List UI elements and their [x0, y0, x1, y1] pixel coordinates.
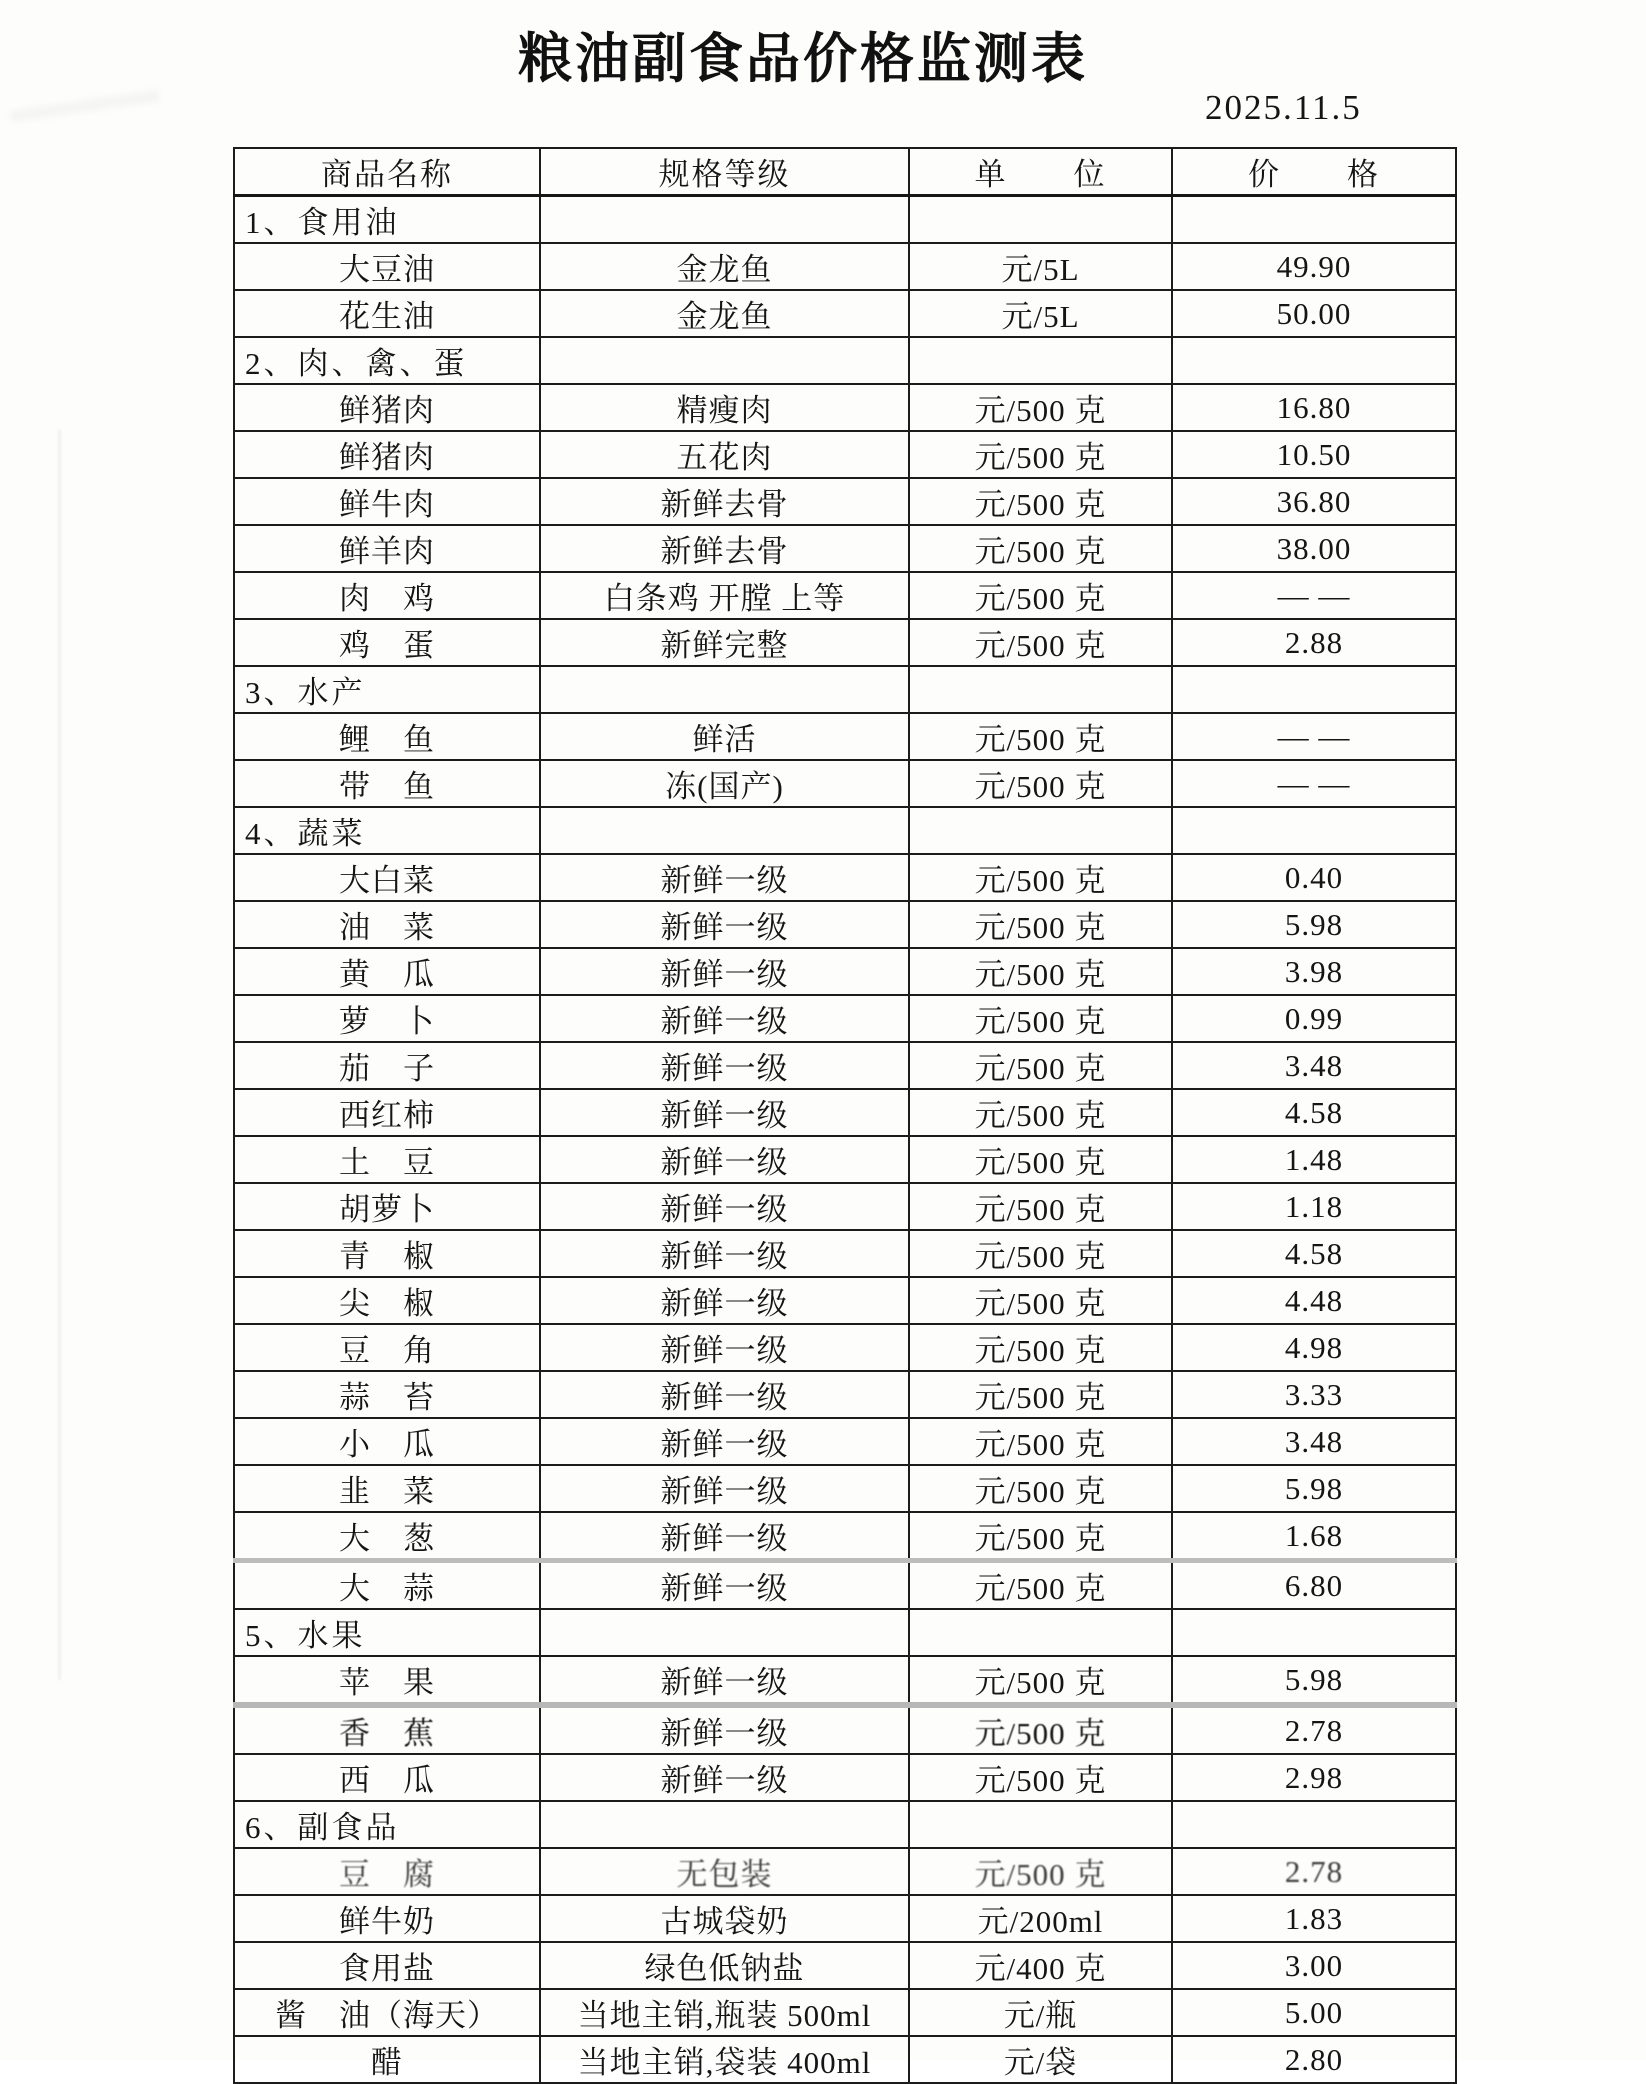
table-row [234, 1136, 1456, 1183]
unit: 元/500 克 [909, 1277, 1172, 1324]
price: 1.48 [1172, 1136, 1456, 1183]
product-name: 土 豆 [234, 1136, 540, 1183]
spec-grade: 古城袋奶 [540, 1895, 909, 1942]
unit: 元/500 克 [909, 1418, 1172, 1465]
price: 0.40 [1172, 854, 1456, 901]
section-row [234, 1609, 1456, 1656]
section-label: 3、水产 [234, 666, 540, 713]
spec-grade: 新鲜一级 [540, 1561, 909, 1610]
price: 5.98 [1172, 1465, 1456, 1512]
price: 3.00 [1172, 1942, 1456, 1989]
section-label: 1、食用油 [234, 196, 540, 244]
spec-grade: 新鲜一级 [540, 1230, 909, 1277]
unit: 元/5L [909, 243, 1172, 290]
empty-cell [909, 196, 1172, 244]
price: — — [1172, 572, 1456, 619]
table-row [234, 1324, 1456, 1371]
product-name: 肉 鸡 [234, 572, 540, 619]
spec-grade: 绿色低钠盐 [540, 1942, 909, 1989]
spec-grade: 新鲜完整 [540, 619, 909, 666]
unit: 元/500 克 [909, 431, 1172, 478]
price: — — [1172, 713, 1456, 760]
spec-grade: 金龙鱼 [540, 243, 909, 290]
section-label: 4、蔬菜 [234, 807, 540, 854]
product-name: 鲜牛奶 [234, 1895, 540, 1942]
spec-grade: 当地主销,瓶装 500ml [540, 1989, 909, 2036]
price: 5.98 [1172, 1656, 1456, 1705]
section-row [234, 666, 1456, 713]
table-row [234, 1042, 1456, 1089]
table-row [234, 384, 1456, 431]
product-name: 带 鱼 [234, 760, 540, 807]
spec-grade: 新鲜一级 [540, 1136, 909, 1183]
price: 2.80 [1172, 2036, 1456, 2083]
spec-grade: 新鲜一级 [540, 1418, 909, 1465]
price: 3.48 [1172, 1418, 1456, 1465]
empty-cell [540, 1801, 909, 1848]
product-name: 青 椒 [234, 1230, 540, 1277]
product-name: 胡萝卜 [234, 1183, 540, 1230]
section-label: 2、肉、禽、蛋 [234, 337, 540, 384]
col-header-price: 价 格 [1172, 148, 1456, 196]
empty-cell [909, 337, 1172, 384]
unit: 元/500 克 [909, 901, 1172, 948]
table-row [234, 1895, 1456, 1942]
price: 36.80 [1172, 478, 1456, 525]
product-name: 鸡 蛋 [234, 619, 540, 666]
spec-grade: 新鲜一级 [540, 854, 909, 901]
product-name: 鲜羊肉 [234, 525, 540, 572]
price: 2.78 [1172, 1848, 1456, 1895]
spec-grade: 新鲜去骨 [540, 478, 909, 525]
table-row [234, 572, 1456, 619]
product-name: 鲜牛肉 [234, 478, 540, 525]
spec-grade: 新鲜一级 [540, 1656, 909, 1705]
table-row [234, 1848, 1456, 1895]
product-name: 韭 菜 [234, 1465, 540, 1512]
col-header-product-name: 商品名称 [234, 148, 540, 196]
unit: 元/500 克 [909, 1042, 1172, 1089]
unit: 元/500 克 [909, 1656, 1172, 1705]
spec-grade: 新鲜一级 [540, 1042, 909, 1089]
spec-grade: 无包装 [540, 1848, 909, 1895]
empty-cell [909, 1801, 1172, 1848]
price: 10.50 [1172, 431, 1456, 478]
spec-grade: 鲜活 [540, 713, 909, 760]
spec-grade: 新鲜一级 [540, 1754, 909, 1801]
unit: 元/500 克 [909, 478, 1172, 525]
unit: 元/500 克 [909, 572, 1172, 619]
price: 50.00 [1172, 290, 1456, 337]
table-row [234, 243, 1456, 290]
spec-grade: 新鲜一级 [540, 1465, 909, 1512]
page-title: 粮油副食品价格监测表 [518, 29, 1088, 89]
unit: 元/500 克 [909, 1230, 1172, 1277]
product-name: 大豆油 [234, 243, 540, 290]
product-name: 大 葱 [234, 1512, 540, 1561]
price: — — [1172, 760, 1456, 807]
scan-artifact [58, 430, 61, 1680]
table-row [234, 1277, 1456, 1324]
table-row [234, 1561, 1456, 1610]
table-row [234, 431, 1456, 478]
unit: 元/500 克 [909, 384, 1172, 431]
spec-grade: 新鲜一级 [540, 995, 909, 1042]
empty-cell [909, 1609, 1172, 1656]
price: 49.90 [1172, 243, 1456, 290]
spec-grade: 五花肉 [540, 431, 909, 478]
product-name: 鲤 鱼 [234, 713, 540, 760]
empty-cell [909, 807, 1172, 854]
table-row [234, 760, 1456, 807]
empty-cell [1172, 196, 1456, 244]
spec-grade: 白条鸡 开膛 上等 [540, 572, 909, 619]
price: 4.58 [1172, 1230, 1456, 1277]
section-label: 5、水果 [234, 1609, 540, 1656]
price: 1.68 [1172, 1512, 1456, 1561]
price: 6.80 [1172, 1561, 1456, 1610]
price: 2.88 [1172, 619, 1456, 666]
product-name: 茄 子 [234, 1042, 540, 1089]
empty-cell [1172, 1609, 1456, 1656]
empty-cell [540, 337, 909, 384]
product-name: 大 蒜 [234, 1561, 540, 1610]
price: 4.98 [1172, 1324, 1456, 1371]
price: 1.83 [1172, 1895, 1456, 1942]
price: 3.48 [1172, 1042, 1456, 1089]
spec-grade: 新鲜一级 [540, 948, 909, 995]
product-name: 油 菜 [234, 901, 540, 948]
unit: 元/500 克 [909, 1324, 1172, 1371]
empty-cell [540, 1609, 909, 1656]
product-name: 黄 瓜 [234, 948, 540, 995]
table-row [234, 1989, 1456, 2036]
empty-cell [909, 666, 1172, 713]
unit: 元/500 克 [909, 948, 1172, 995]
table-row [234, 1512, 1456, 1561]
spec-grade: 新鲜一级 [540, 1277, 909, 1324]
unit: 元/500 克 [909, 1705, 1172, 1754]
product-name: 鲜猪肉 [234, 431, 540, 478]
spec-grade: 新鲜一级 [540, 901, 909, 948]
unit: 元/500 克 [909, 1512, 1172, 1561]
product-name: 豆 腐 [234, 1848, 540, 1895]
table-row [234, 1705, 1456, 1754]
table-row [234, 1465, 1456, 1512]
unit: 元/500 克 [909, 713, 1172, 760]
product-name: 食用盐 [234, 1942, 540, 1989]
unit: 元/500 克 [909, 760, 1172, 807]
table-row [234, 1371, 1456, 1418]
product-name: 西 瓜 [234, 1754, 540, 1801]
spec-grade: 当地主销,袋装 400ml [540, 2036, 909, 2083]
scan-artifact [10, 90, 160, 123]
section-label: 6、副食品 [234, 1801, 540, 1848]
unit: 元/500 克 [909, 1848, 1172, 1895]
unit: 元/500 克 [909, 995, 1172, 1042]
table-row [234, 1418, 1456, 1465]
spec-grade: 新鲜一级 [540, 1089, 909, 1136]
product-name: 萝 卜 [234, 995, 540, 1042]
spec-grade: 精瘦肉 [540, 384, 909, 431]
unit: 元/500 克 [909, 525, 1172, 572]
product-name: 香 蕉 [234, 1705, 540, 1754]
table-row [234, 948, 1456, 995]
price: 4.58 [1172, 1089, 1456, 1136]
price: 5.98 [1172, 901, 1456, 948]
unit: 元/500 克 [909, 1136, 1172, 1183]
product-name: 苹 果 [234, 1656, 540, 1705]
price: 4.48 [1172, 1277, 1456, 1324]
product-name: 豆 角 [234, 1324, 540, 1371]
price: 38.00 [1172, 525, 1456, 572]
spec-grade: 新鲜一级 [540, 1705, 909, 1754]
col-header-spec-grade: 规格等级 [540, 148, 909, 196]
unit: 元/200ml [909, 1895, 1172, 1942]
table-row [234, 478, 1456, 525]
unit: 元/袋 [909, 2036, 1172, 2083]
product-name: 醋 [234, 2036, 540, 2083]
section-row [234, 807, 1456, 854]
spec-grade: 新鲜一级 [540, 1324, 909, 1371]
unit: 元/500 克 [909, 854, 1172, 901]
section-row [234, 337, 1456, 384]
spec-grade: 新鲜去骨 [540, 525, 909, 572]
table-row [234, 1656, 1456, 1705]
product-name: 西红柿 [234, 1089, 540, 1136]
unit: 元/500 克 [909, 619, 1172, 666]
product-name: 大白菜 [234, 854, 540, 901]
price: 3.98 [1172, 948, 1456, 995]
price: 0.99 [1172, 995, 1456, 1042]
unit: 元/500 克 [909, 1183, 1172, 1230]
report-date: 2025.11.5 [1205, 88, 1362, 127]
unit: 元/瓶 [909, 1989, 1172, 2036]
product-name: 花生油 [234, 290, 540, 337]
table-row [234, 854, 1456, 901]
product-name: 酱 油（海天） [234, 1989, 540, 2036]
product-name: 尖 椒 [234, 1277, 540, 1324]
table-row [234, 290, 1456, 337]
product-name: 鲜猪肉 [234, 384, 540, 431]
unit: 元/500 克 [909, 1561, 1172, 1610]
unit: 元/500 克 [909, 1465, 1172, 1512]
spec-grade: 新鲜一级 [540, 1512, 909, 1561]
header-row [234, 148, 1456, 196]
price: 16.80 [1172, 384, 1456, 431]
unit: 元/400 克 [909, 1942, 1172, 1989]
table-row [234, 1230, 1456, 1277]
section-row [234, 196, 1456, 244]
table-row [234, 1942, 1456, 1989]
table-row [234, 901, 1456, 948]
unit: 元/500 克 [909, 1089, 1172, 1136]
spec-grade: 冻(国产) [540, 760, 909, 807]
price: 3.33 [1172, 1371, 1456, 1418]
unit: 元/500 克 [909, 1371, 1172, 1418]
table-row [234, 1089, 1456, 1136]
table-row [234, 1183, 1456, 1230]
spec-grade: 新鲜一级 [540, 1183, 909, 1230]
table-row [234, 713, 1456, 760]
empty-cell [540, 807, 909, 854]
price: 2.78 [1172, 1705, 1456, 1754]
col-header-unit: 单 位 [909, 148, 1172, 196]
section-row [234, 1801, 1456, 1848]
table-row [234, 619, 1456, 666]
empty-cell [540, 196, 909, 244]
empty-cell [1172, 666, 1456, 713]
table-row [234, 525, 1456, 572]
empty-cell [1172, 807, 1456, 854]
price-table [233, 147, 1457, 2084]
empty-cell [540, 666, 909, 713]
table-row [234, 1754, 1456, 1801]
empty-cell [1172, 1801, 1456, 1848]
price: 2.98 [1172, 1754, 1456, 1801]
unit: 元/5L [909, 290, 1172, 337]
unit: 元/500 克 [909, 1754, 1172, 1801]
table-row [234, 995, 1456, 1042]
empty-cell [1172, 337, 1456, 384]
price: 1.18 [1172, 1183, 1456, 1230]
spec-grade: 金龙鱼 [540, 290, 909, 337]
product-name: 小 瓜 [234, 1418, 540, 1465]
price: 5.00 [1172, 1989, 1456, 2036]
spec-grade: 新鲜一级 [540, 1371, 909, 1418]
product-name: 蒜 苔 [234, 1371, 540, 1418]
